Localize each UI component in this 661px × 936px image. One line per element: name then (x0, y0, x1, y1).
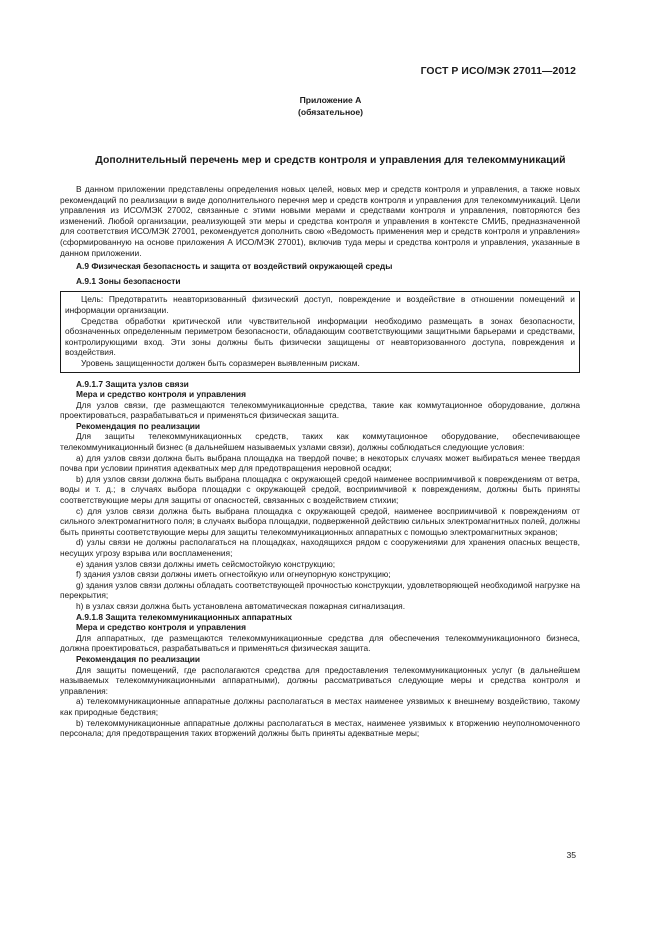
recommendation-intro: Для защиты помещений, где располагаются средства для предоставления телекоммуникационных услуг (в дальнейшем называемых телекоммуникационными аппаратными), должны рассматриваться следующие меры и средства контроля и управления: (60, 664, 580, 696)
list-item: b) телекоммуникационные аппаратные должны располагаться в местах, наименее уязвимых к вторжению неуполномоченного персонала; для предотвращения таких вторжений должны быть приняты адекватные меры; (60, 717, 580, 739)
document-body (60, 184, 580, 739)
objective-text: Цель: Предотвратить неавторизованный физический доступ, повреждение и воздействие в отношении помещений и информации организации. (65, 294, 575, 315)
measure-text: Для узлов связи, где размещаются телекоммуникационные средства, такие как коммутационное оборудование, должна проектироваться, разрабатываться и применяться физическая защита. (60, 399, 580, 421)
measure-heading: Мера и средство контроля и управления (76, 622, 246, 633)
intro-paragraph: В данном приложении представлены определения новых целей, новых мер и средств контроля и управления, а также новых рекомендаций по реализации в виде дополнительного перечня мер и средств контроля и управления для телекоммуникаций. Цели управления из ИСО/МЭК 27002, связанные с этими новыми мерами и средствами контроля и управления, повторяются без изменений. Любой организации, реализующей эти меры и средства контроля и управления в контексте СМИБ, предназначенной для соответствия ИСО/МЭК 27001, рекомендуется дополнить свою «Ведомость применения мер и средств контроля и управления» (сформированную на основе приложения А ИСО/МЭК 27001), включив туда меры и средства контроля и управления, указанные в данном приложении. (60, 184, 580, 258)
appendix-note: (обязательное) (297, 107, 364, 117)
section-a917-heading: А.9.1.7 Защита узлов связи (76, 378, 189, 389)
standard-header: ГОСТ Р ИСО/МЭК 27011—2012 (420, 66, 576, 77)
section-a918-heading: А.9.1.8 Защита телекоммуникационных аппаратных (76, 611, 293, 622)
recommendation-heading: Рекомендация по реализации (76, 653, 201, 664)
recommendation-intro: Для защиты телекоммуникационных средств, таких как коммутационное оборудование, обеспечивающее телекоммуникационный бизнес (в дальнейшем называемых узлами связи), должны соблюдаться следующие условия: (60, 431, 580, 453)
main-title: Дополнительный перечень мер и средств контроля и управления для телекоммуникаций (95, 155, 566, 166)
recommendation-heading: Рекомендация по реализации (76, 420, 201, 431)
objective-text: Уровень защищенности должен быть соразмерен выявленным рискам. (81, 357, 360, 368)
section-a91-heading: А.9.1 Зоны безопасности (76, 275, 181, 286)
section-a9-heading: А.9 Физическая безопасность и защита от воздействий окружающей среды (76, 261, 393, 272)
list-item: e) здания узлов связи должны иметь сейсмостойкую конструкцию; (76, 558, 336, 569)
appendix-title: Приложение А (299, 95, 362, 105)
list-item: g) здания узлов связи должны обладать соответствующей прочностью конструкции, удовлетворяющей необходимой нагрузке на перекрытия; (60, 579, 580, 601)
section-a918 (60, 612, 580, 739)
list-item: c) для узлов связи должна быть выбрана площадка с окружающей средой, наименее восприимчивой к повреждениям от сильного электромагнитного поля; в случаях выбора площадки, подверженной действию сильных электромагнитных полей, должны быть приняты соответствующие меры для защиты телекоммуникационных аппаратных с помощью электромагнитных экранов; (60, 505, 580, 537)
section-a917 (60, 379, 580, 612)
objective-text: Средства обработки критической или чувствительной информации необходимо размещать в зонах безопасности, обозначенных определенным периметром безопасности, обладающим соответствующими защитными барьерами и средствами, контролирующими вход. Эти зоны должны быть физически защищены от неавторизованного доступа, повреждения и воздействия. (65, 315, 575, 358)
appendix-heading (0, 94, 661, 118)
page-number: 35 (566, 850, 576, 860)
list-item: а) телекоммуникационные аппаратные должны располагаться в местах наименее уязвимых к внешнему воздействию, такому как природные бедствия; (60, 696, 580, 717)
objective-box (60, 291, 580, 372)
list-item: b) для узлов связи должна быть выбрана площадка с окружающей средой наименее восприимчивой к повреждениям от ветра, воды и т. д.; в случаях выбора площадки с окружающей средой, восприимчивой к повреждениям, должны быть приняты соответствующие меры для защиты от опасностей, связанных с воздействием стихии; (60, 473, 580, 506)
list-item: h) в узлах связи должна быть установлена автоматическая пожарная сигнализация. (76, 600, 406, 611)
measure-text: Для аппаратных, где размещаются телекоммуникационные средства для обеспечения телекоммуникационного бизнеса, должна проектироваться, разрабатываться и применяться физическая защита. (60, 632, 580, 654)
list-item: а) для узлов связи должна быть выбрана площадка на твердой почве; в некоторых случаях может выбираться менее твердая почва при условии принятия адекватных мер для предотвращения неровной осадки; (60, 452, 580, 474)
measure-heading: Мера и средство контроля и управления (76, 389, 246, 400)
list-item: d) узлы связи не должны располагаться на площадках, находящихся рядом с сооружениями для хранения опасных веществ, несущих угрозу взрыва или воспламенения; (60, 537, 580, 558)
list-item: f) здания узлов связи должны иметь огнестойкую или огнеупорную конструкцию; (76, 569, 391, 580)
